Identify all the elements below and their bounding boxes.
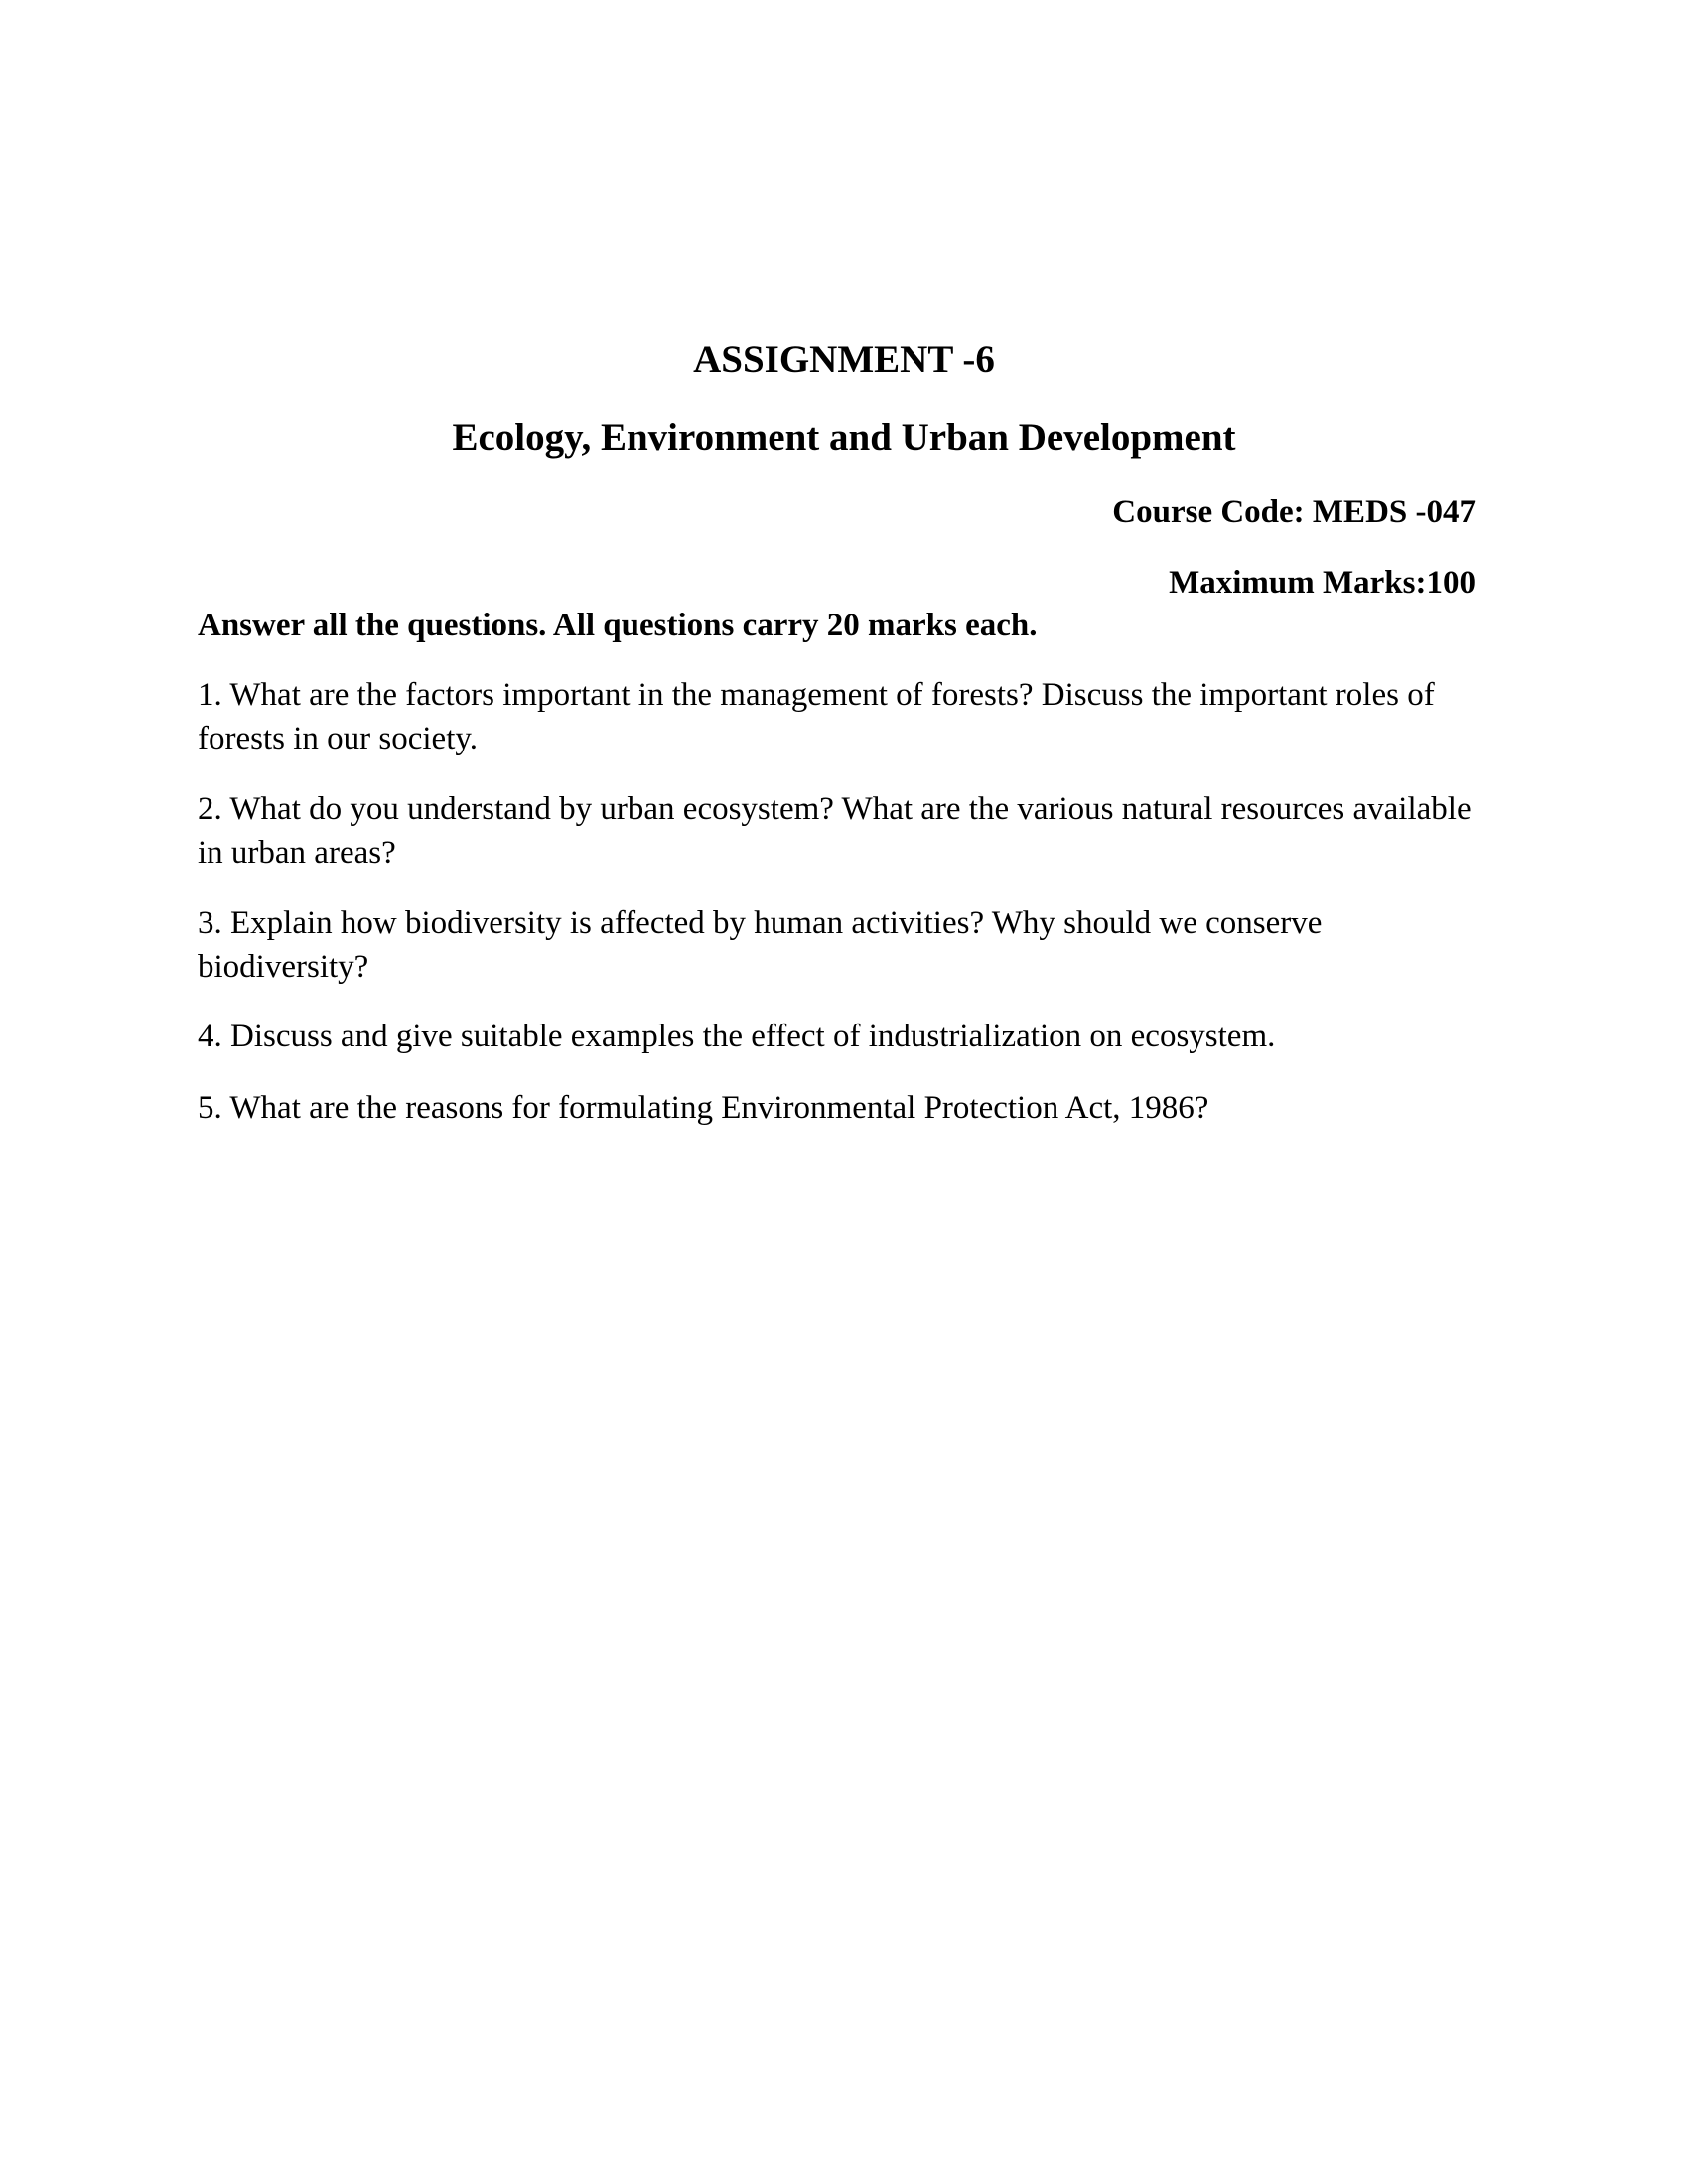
question-3: 3. Explain how biodiversity is affected by human activities? Why should we conserve biodiversity? [198, 905, 1323, 985]
question-4: 4. Discuss and give suitable examples the effect of industrialization on ecosystem. [198, 1019, 1276, 1054]
question-1: 1. What are the factors important in the management of forests? Discuss the important roles of forests in our society. [198, 677, 1435, 756]
course-code: Course Code: MEDS -047 [1112, 494, 1476, 530]
question-2: 2. What do you understand by urban ecosystem? What are the various natural resources available in urban areas? [198, 791, 1472, 871]
maximum-marks: Maximum Marks:100 [1169, 565, 1476, 601]
question-5: 5. What are the reasons for formulating Environmental Protection Act, 1986? [198, 1090, 1209, 1126]
instructions: Answer all the questions. All questions carry 20 marks each. [198, 608, 1038, 643]
subject-title: Ecology, Environment and Urban Development [452, 416, 1236, 459]
assignment-title: ASSIGNMENT -6 [693, 339, 995, 381]
